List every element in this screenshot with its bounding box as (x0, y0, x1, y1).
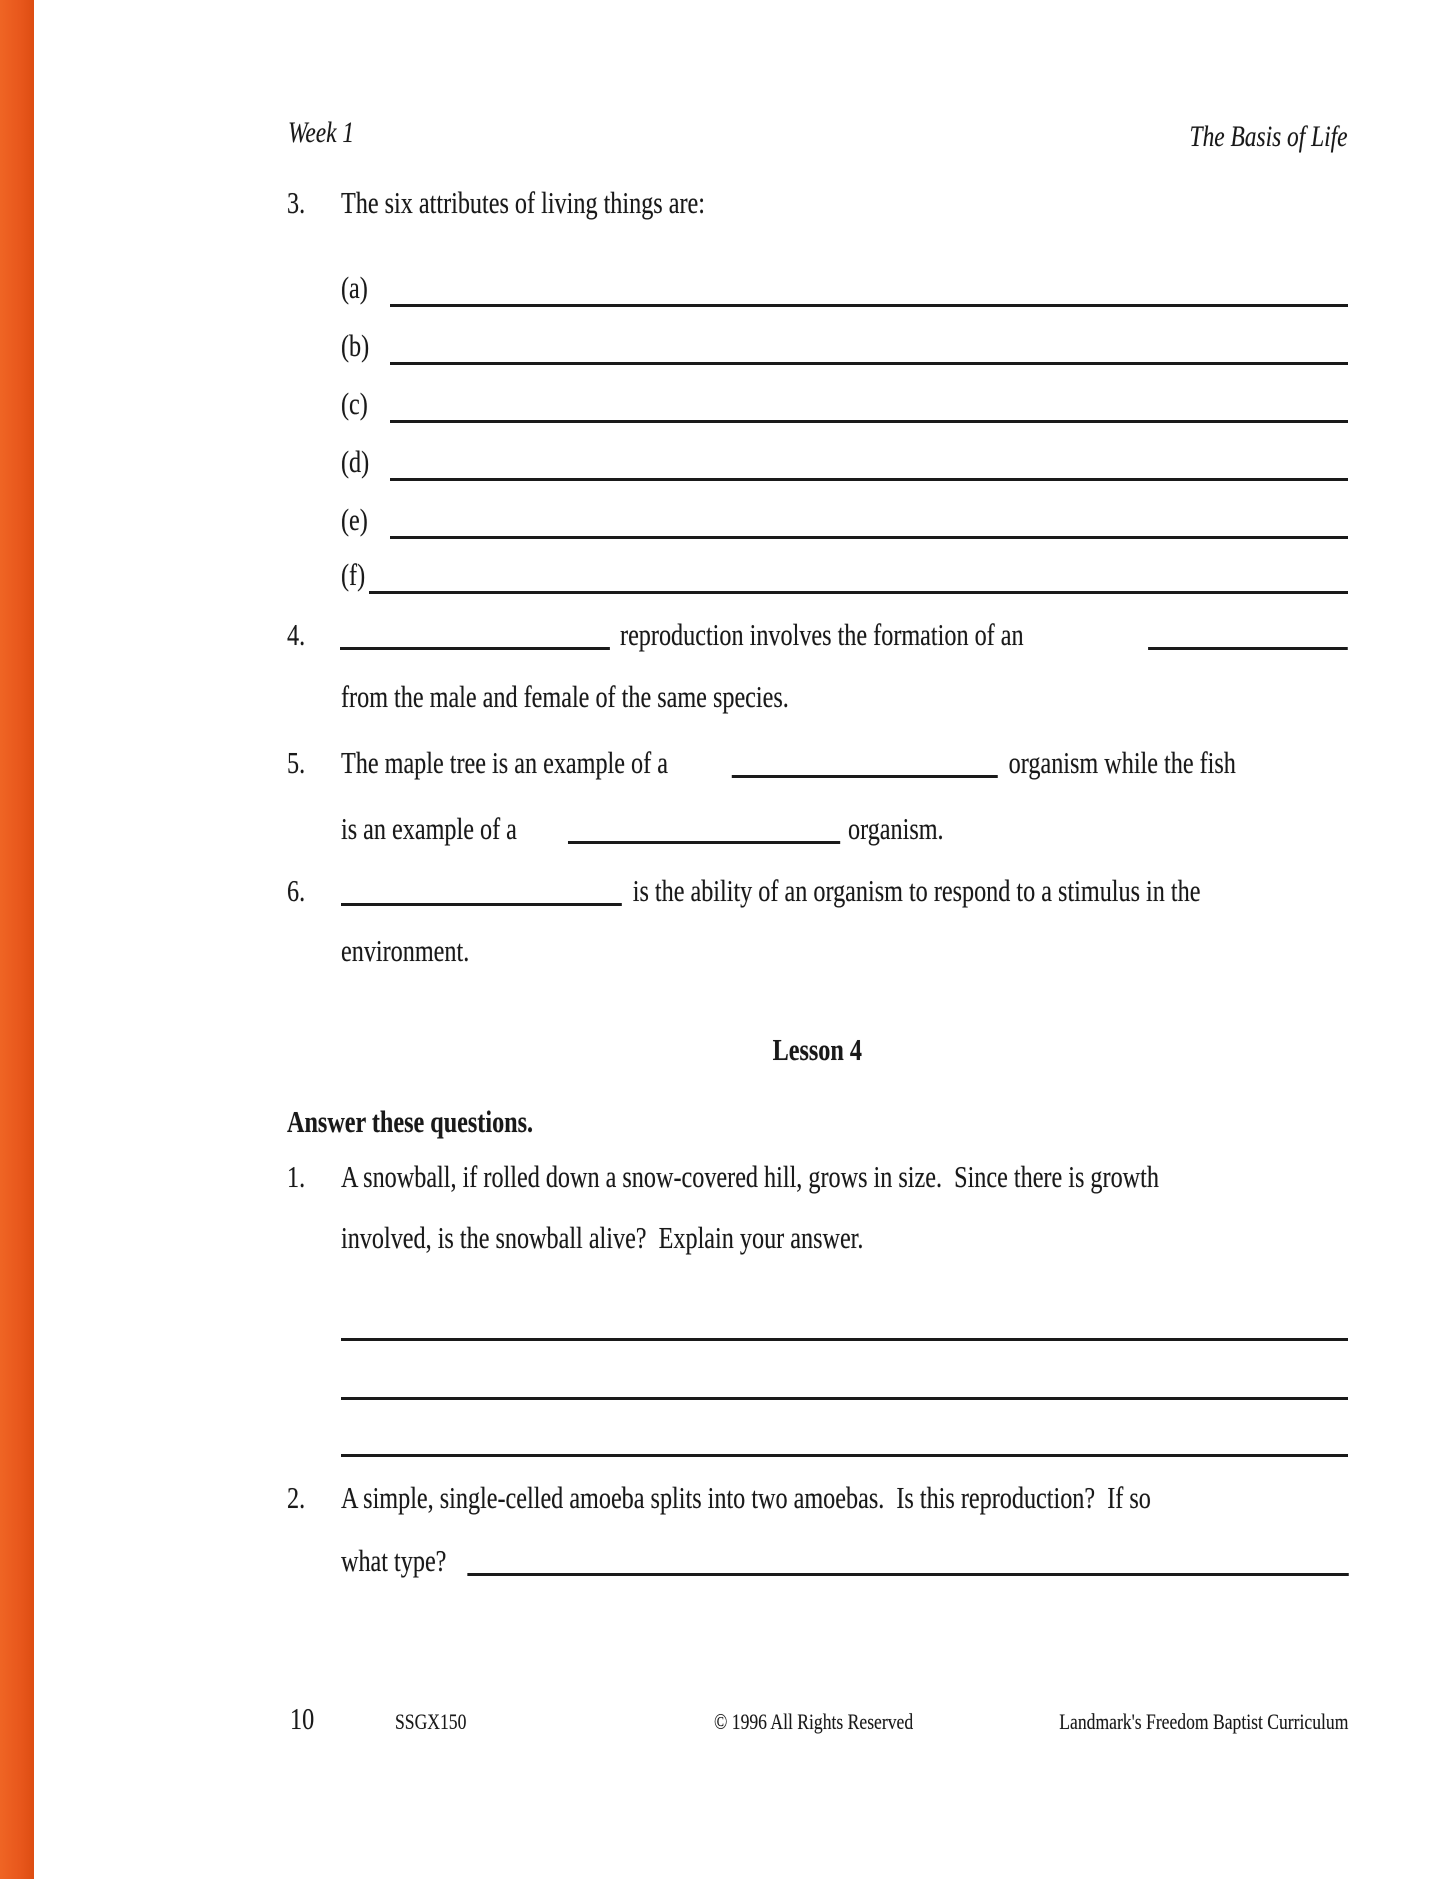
lesson4-question-2-line-2 (341, 1544, 1349, 1577)
question-6-blank (341, 903, 622, 906)
question-6-line-2: environment. (341, 933, 470, 968)
question-5-line2-text-before: is an example of a (341, 811, 517, 846)
question-3-number: 3. (287, 185, 306, 220)
question-4-blank-2 (1148, 647, 1348, 650)
answer-line-3 (341, 1454, 1348, 1457)
lesson4-question-1-line-2: involved, is the snowball alive? Explain your answer. (341, 1220, 864, 1255)
blank-line-a (390, 304, 1348, 307)
answer-line-2 (341, 1397, 1348, 1400)
blank-line-e (390, 536, 1348, 539)
question-5-line-1 (341, 746, 1349, 779)
question-4-text: reproduction involves the formation of an (620, 617, 1024, 652)
question-3-text: The six attributes of living things are: (341, 185, 705, 220)
lesson4-question-2-line-1: A simple, single-celled amoeba splits into two amoebas. Is this reproduction? If so (341, 1480, 1151, 1515)
question-4-number: 4. (287, 617, 306, 652)
blank-label-e: (e) (341, 502, 368, 537)
lesson-heading: Lesson 4 (772, 1032, 863, 1067)
blank-line-b (390, 362, 1348, 365)
question-6-line-1 (341, 874, 1349, 907)
question-5-blank-2 (568, 841, 840, 844)
lesson4-question-1-line-1: A snowball, if rolled down a snow-covered hill, grows in size. Since there is growth (341, 1159, 1159, 1194)
question-5-text-after-blank: organism while the fish (1008, 745, 1236, 780)
question-5-text-before-blank: The maple tree is an example of a (341, 745, 668, 780)
question-4-blank-1 (340, 647, 610, 650)
footer-page-number: 10 (290, 1701, 315, 1736)
blank-line-c (390, 420, 1348, 423)
lesson4-question-1-number: 1. (287, 1159, 306, 1194)
question-5-number: 5. (287, 745, 306, 780)
footer-publisher: Landmark's Freedom Baptist Curriculum (1058, 1709, 1348, 1734)
footer-copyright: © 1996 All Rights Reserved (714, 1709, 914, 1734)
question-6-text: is the ability of an organism to respond to a stimulus in the (632, 873, 1201, 908)
question-5-blank-1 (732, 775, 998, 778)
blank-label-a: (a) (341, 270, 368, 305)
question-5-line-2 (341, 812, 1349, 845)
blank-line-d (390, 478, 1348, 481)
blank-label-d: (d) (341, 444, 370, 479)
lesson4-question-2-number: 2. (287, 1480, 306, 1515)
blank-label-c: (c) (341, 386, 368, 421)
question-6-number: 6. (287, 873, 306, 908)
lesson4-question-2-blank (467, 1573, 1348, 1576)
question-4-line-1 (340, 618, 1348, 651)
book-edge-strip (0, 0, 34, 1879)
lesson-heading-container (287, 1033, 1348, 1066)
blank-label-b: (b) (341, 328, 370, 363)
blank-line-f (369, 591, 1348, 594)
header-week-label: Week 1 (288, 116, 355, 149)
question-4-line-2: from the male and female of the same species. (341, 679, 789, 714)
lesson4-question-2-label: what type? (341, 1543, 447, 1578)
answer-line-1 (341, 1338, 1348, 1341)
footer-code: SSGX150 (395, 1709, 467, 1734)
header-chapter-title: The Basis of Life (1190, 120, 1348, 153)
section-instruction: Answer these questions. (287, 1104, 534, 1139)
blank-label-f: (f) (341, 557, 366, 592)
question-5-line2-text-after: organism. (848, 811, 944, 846)
